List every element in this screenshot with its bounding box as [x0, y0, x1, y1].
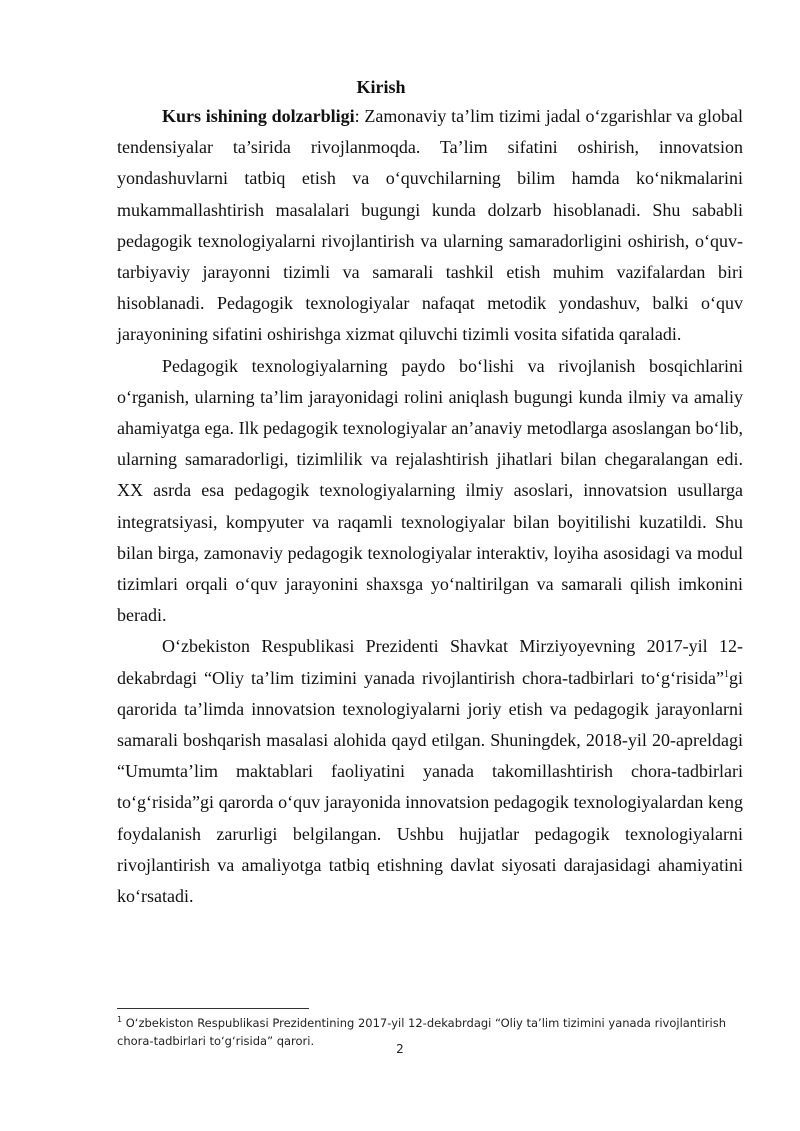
footnote-text: O‘zbekiston Respublikasi Prezidentining 2017-yil 12-dekabrdagi “Oliy ta’lim tizimini yanada rivojlantirish chora-tadbirlari to‘g‘risida” qarori.	[117, 1016, 727, 1048]
footnote-divider	[117, 1008, 309, 1009]
paragraph-1-text: : Zamonaviy ta’lim tizimi jadal o‘zgarishlar va global tendensiyalar ta’sirida rivojlanmoqda. Ta’lim sifatini oshirish, innovatsion yondashuvlarni tatbiq etish va o‘quvchilarning bilim hamda ko‘nikmalarini mukammallashtirish masalalari bugungi kunda dolzarb hisoblanadi. Shu sababli pedagogik texnologiyalarni rivojlantirish va ularning samaradorligini oshirish, o‘quv-tarbiyaviy jarayonni tizimli va samarali tashkil etish muhim vazifalardan biri hisoblanadi. Pedagogik texnologiyalar nafaqat metodik yondashuv, balki o‘quv jarayonining sifatini oshirishga xizmat qiluvchi tizimli vosita sifatida qaraladi.	[117, 106, 743, 345]
paragraph-3-text-start: O‘zbekiston Respublikasi Prezidenti Shavkat Mirziyoyevning 2017-yil 12-dekabrdagi “Oliy ta’lim tizimini yanada rivojlantirish chora-tadbirlari to‘g‘risida”	[117, 636, 743, 688]
page-number: 2	[396, 1042, 404, 1056]
paragraph-lead: Kurs ishining dolzarbligi	[162, 106, 355, 126]
footnote-mark: 1	[117, 1015, 123, 1025]
paragraph-3	[117, 631, 743, 912]
footnote-reference[interactable]: 1	[723, 668, 729, 680]
paragraph-1	[117, 101, 743, 351]
section-heading: Kirish	[356, 77, 406, 97]
paragraph-3-text-end: gi qarorida ta’limda innovatsion texnologiyalarni joriy etish va pedagogik jarayonlarni samarali boshqarish masalasi alohida qayd etilgan. Shuningdek, 2018-yil 20-apreldagi “Umumta’lim maktablari faoliyatini yanada takomillashtirish chora-tadbirlari to‘g‘risida”gi qarorda o‘quv jarayonida innovatsion pedagogik texnologiyalardan keng foydalanish zarurligi belgilangan. Ushbu hujjatlar pedagogik texnologiyalarni rivojlantirish va amaliyotga tatbiq etishning davlat siyosati darajasidagi ahamiyatini ko‘rsatadi.	[117, 667, 743, 907]
body-text	[117, 101, 743, 912]
paragraph-2: Pedagogik texnologiyalarning paydo bo‘lishi va rivojlanish bosqichlarini o‘rganish, ularning ta’lim jarayonidagi rolini aniqlash bugungi kunda ilmiy va amaliy ahamiyatga ega. Ilk pedagogik texnologiyalar an’anaviy metodlarga asoslangan bo‘lib, ularning samaradorligi, tizimlilik va rejalashtirish jihatlari bilan chegaralangan edi. XX asrda esa pedagogik texnologiyalarning ilmiy asoslari, innovatsion usullarga integratsiyasi, kompyuter va raqamli texnologiyalar bilan boyitilishi kuzatildi. Shu bilan birga, zamonaviy pedagogik texnologiyalar interaktiv, loyiha asosidagi va modul tizimlari orqali o‘quv jarayonini shaxsga yo‘naltirilgan va samarali qilish imkonini beradi.	[117, 355, 743, 626]
